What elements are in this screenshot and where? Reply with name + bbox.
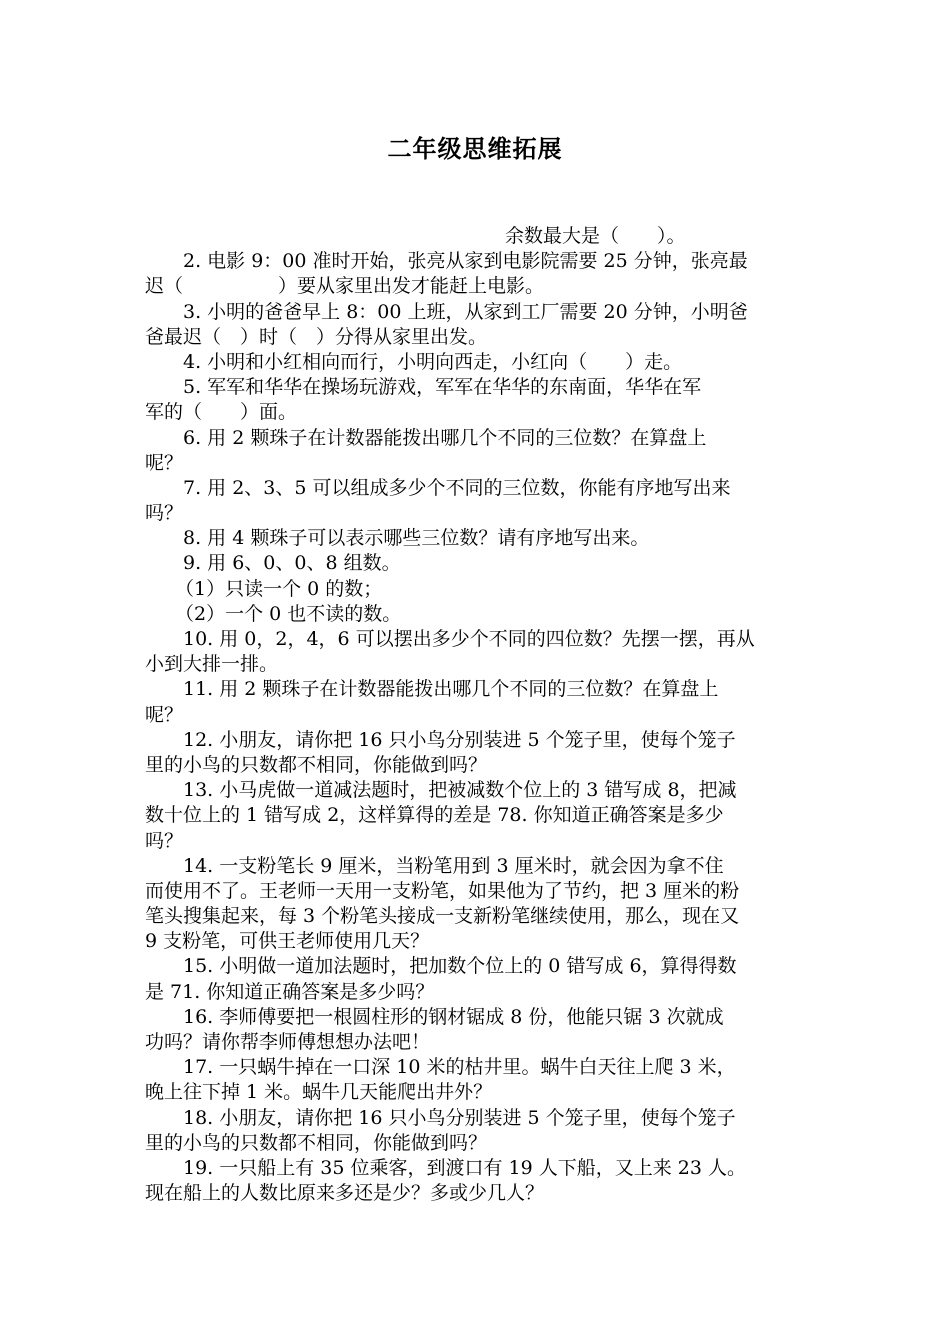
question-14-line-3: 笔头搜集起来，每 3 个粉笔头接成一支新粉笔继续使用，那么，现在又 — [145, 905, 740, 928]
question-3-line-2: 爸最迟（ ）时（ ）分得从家里出发。 — [145, 325, 488, 348]
question-17-line-1: 17. 一只蜗牛掉在一口深 10 米的枯井里。蜗牛白天往上爬 3 米， — [183, 1056, 736, 1079]
question-18-line-1: 18. 小朋友，请你把 16 只小鸟分别装进 5 个笼子里，使每个笼子 — [183, 1106, 736, 1129]
question-15-line-2: 是 71. 你知道正确答案是多少吗？ — [145, 980, 435, 1003]
question-17-line-2: 晚上往下掉 1 米。蜗牛几天能爬出井外？ — [145, 1081, 493, 1104]
question-8-line-1: 8. 用 4 颗珠子可以表示哪些三位数？请有序地写出来。 — [183, 527, 650, 550]
question-16-line-1: 16. 李师傅要把一根圆柱形的钢材锯成 8 份，他能只锯 3 次就成 — [183, 1005, 724, 1028]
page-title: 二年级思维拓展 — [387, 135, 563, 163]
question-14-line-4: 9 支粉笔，可供王老师使用几天？ — [145, 930, 430, 953]
question-13-line-2: 数十位上的 1 错写成 2，这样算得的差是 78. 你知道正确答案是多少 — [145, 804, 724, 827]
question-7-line-1: 7. 用 2、3、5 可以组成多少个不同的三位数，你能有序地写出来 — [183, 476, 731, 499]
question-11-line-2: 呢？ — [145, 703, 184, 726]
question-14-line-2: 而使用不了。王老师一天用一支粉笔，如果他为了节约，把 3 厘米的粉 — [145, 879, 740, 902]
question-3-line-1: 3. 小明的爸爸早上 8：00 上班，从家到工厂需要 20 分钟，小明爸 — [183, 300, 748, 323]
document-body — [145, 224, 810, 1206]
question-4-line-1: 4. 小明和小红相向而行，小明向西走，小红向（ ）走。 — [183, 350, 683, 373]
question-7-line-2: 吗？ — [145, 502, 184, 525]
question-9-sub-1: （1）只读一个 0 的数； — [175, 577, 383, 600]
question-15-line-1: 15. 小明做一道加法题时，把加数个位上的 0 错写成 6，算得得数 — [183, 955, 737, 978]
question-13-line-3: 吗？ — [145, 829, 184, 852]
question-16-line-2: 功吗？请你帮李师傅想想办法吧！ — [145, 1031, 431, 1053]
question-11-line-1: 11. 用 2 颗珠子在计数器能拨出哪几个不同的三位数？在算盘上 — [183, 678, 719, 701]
question-12-line-2: 里的小鸟的只数都不相同，你能做到吗？ — [145, 753, 488, 776]
question-2-line-2: 迟（ ）要从家里出发才能赶上电影。 — [145, 275, 545, 298]
question-18-line-2: 里的小鸟的只数都不相同，你能做到吗？ — [145, 1131, 488, 1154]
question-6-line-2: 呢？ — [145, 451, 184, 474]
question-9-line-1: 9. 用 6、0、0、8 组数。 — [183, 552, 401, 575]
question-19-line-1: 19. 一只船上有 35 位乘客，到渡口有 19 人下船，又上来 23 人。 — [183, 1156, 747, 1179]
question-10-line-2: 小到大排一排。 — [145, 653, 279, 676]
question-14-line-1: 14. 一支粉笔长 9 厘米，当粉笔用到 3 厘米时，就会因为拿不住 — [183, 854, 724, 877]
question-12-line-1: 12. 小朋友，请你把 16 只小鸟分别装进 5 个笼子里，使每个笼子 — [183, 728, 736, 751]
question-2-line-1: 2. 电影 9：00 准时开始，张亮从家到电影院需要 25 分钟，张亮最 — [183, 250, 748, 273]
question-5-line-2: 军的（ ）面。 — [145, 401, 298, 424]
question-13-line-1: 13. 小马虎做一道减法题时，把被减数个位上的 3 错写成 8，把减 — [183, 779, 737, 802]
question-10-line-1: 10. 用 0，2，4，6 可以摆出多少个不同的四位数？先摆一摆，再从 — [183, 628, 755, 650]
text-line: 余数最大是（ ）。 — [505, 225, 686, 247]
question-5-line-1: 5. 军军和华华在操场玩游戏，军军在华华的东南面，华华在军 — [183, 376, 702, 399]
question-9-sub-2: （2）一个 0 也不读的数。 — [175, 602, 402, 625]
question-19-line-2: 现在船上的人数比原来多还是少？多或少几人？ — [145, 1182, 545, 1205]
question-6-line-1: 6. 用 2 颗珠子在计数器能拨出哪几个不同的三位数？在算盘上 — [183, 426, 707, 449]
